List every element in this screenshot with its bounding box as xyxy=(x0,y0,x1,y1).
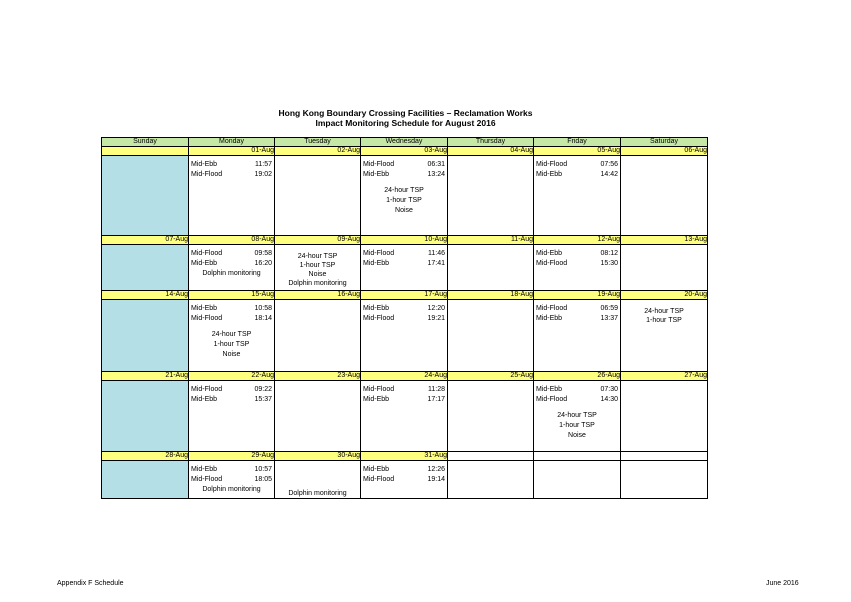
day-cell xyxy=(189,300,275,372)
date-row xyxy=(102,452,708,461)
footer-left: Appendix F Schedule xyxy=(57,580,124,587)
tide-time: 07:30 xyxy=(600,386,618,393)
weekday-saturday: Saturday xyxy=(621,138,708,147)
monitoring-item: 24-hour TSP xyxy=(557,412,597,419)
tide-time: 06:31 xyxy=(427,161,445,168)
tide-phase: Mid-Flood xyxy=(363,476,395,483)
day-cell xyxy=(621,156,708,236)
day-cell xyxy=(361,300,448,372)
date-cell xyxy=(534,452,621,461)
schedule-subtitle: Impact Monitoring Schedule for August 2016 xyxy=(315,118,496,128)
tide-list xyxy=(189,466,274,486)
day-cell xyxy=(275,461,361,499)
tide-list xyxy=(534,161,620,181)
date-cell: 05-Aug xyxy=(534,147,621,156)
date-cell: 31-Aug xyxy=(361,452,448,461)
monitoring-list xyxy=(361,187,447,217)
tide-time: 16:20 xyxy=(254,260,272,267)
tide-entry xyxy=(191,386,272,396)
week-row xyxy=(102,300,708,372)
tide-phase: Mid-Flood xyxy=(191,386,223,393)
tide-phase: Mid-Ebb xyxy=(191,396,218,403)
tide-time: 09:58 xyxy=(254,250,272,257)
day-cell xyxy=(621,461,708,499)
weekday-sunday: Sunday xyxy=(102,138,189,147)
tide-time: 17:17 xyxy=(427,396,445,403)
monitoring-item: Noise xyxy=(395,207,413,214)
monitoring-note: Dolphin monitoring xyxy=(288,490,347,497)
date-cell xyxy=(621,452,708,461)
date-cell: 04-Aug xyxy=(448,147,534,156)
tide-time: 19:14 xyxy=(427,476,445,483)
date-cell: 20-Aug xyxy=(621,291,708,300)
weekday-wednesday: Wednesday xyxy=(361,138,448,147)
date-cell: 17-Aug xyxy=(361,291,448,300)
tide-phase: Mid-Flood xyxy=(363,386,395,393)
tide-time: 19:02 xyxy=(254,171,272,178)
tide-phase: Mid-Flood xyxy=(536,305,568,312)
day-cell xyxy=(275,245,361,291)
tide-list xyxy=(189,161,274,181)
tide-phase: Mid-Ebb xyxy=(191,466,218,473)
weekday-tuesday: Tuesday xyxy=(275,138,361,147)
date-cell: 29-Aug xyxy=(189,452,275,461)
weekday-header-row xyxy=(102,138,708,147)
monitoring-item: Noise xyxy=(568,432,586,439)
monitoring-item: 1-hour TSP xyxy=(646,317,682,324)
date-cell: 02-Aug xyxy=(275,147,361,156)
day-cell xyxy=(102,245,189,291)
tide-phase: Mid-Ebb xyxy=(191,305,218,312)
day-cell xyxy=(275,300,361,372)
day-cell xyxy=(189,245,275,291)
tide-list xyxy=(361,466,447,486)
day-cell xyxy=(102,381,189,452)
tide-list xyxy=(534,305,620,325)
tide-time: 10:58 xyxy=(254,305,272,312)
tide-entry xyxy=(363,386,445,396)
day-cell xyxy=(275,156,361,236)
monitoring-note: Dolphin monitoring xyxy=(202,486,261,493)
date-cell: 16-Aug xyxy=(275,291,361,300)
tide-entry xyxy=(363,396,445,406)
day-cell xyxy=(534,381,621,452)
tide-entry xyxy=(363,250,445,260)
week-row xyxy=(102,156,708,236)
tide-entry xyxy=(191,396,272,406)
monitoring-item: Dolphin monitoring xyxy=(288,280,347,287)
tide-list xyxy=(361,386,447,406)
day-cell xyxy=(189,156,275,236)
day-cell xyxy=(361,381,448,452)
monitoring-item: 24-hour TSP xyxy=(211,331,252,338)
tide-phase: Mid-Ebb xyxy=(363,396,390,403)
monitoring-item: 24-hour TSP xyxy=(644,308,684,315)
date-cell: 07-Aug xyxy=(102,236,189,245)
date-row xyxy=(102,147,708,156)
date-cell: 10-Aug xyxy=(361,236,448,245)
monitoring-item: 24-hour TSP xyxy=(384,187,424,194)
tide-phase: Mid-Ebb xyxy=(363,260,390,267)
day-cell xyxy=(448,381,534,452)
day-cell xyxy=(534,156,621,236)
date-cell: 09-Aug xyxy=(275,236,361,245)
tide-time: 14:30 xyxy=(600,396,618,403)
tide-entry xyxy=(536,396,618,406)
day-cell xyxy=(189,381,275,452)
tide-list xyxy=(361,305,447,325)
week-row xyxy=(102,245,708,291)
weekday-friday: Friday xyxy=(534,138,621,147)
tide-entry xyxy=(191,315,272,325)
monitoring-item: 24-hour TSP xyxy=(297,253,338,260)
date-cell: 08-Aug xyxy=(189,236,275,245)
day-cell xyxy=(361,461,448,499)
date-cell: 30-Aug xyxy=(275,452,361,461)
tide-time: 09:22 xyxy=(254,386,272,393)
tide-time: 15:37 xyxy=(254,396,272,403)
monitoring-list xyxy=(621,308,707,326)
calendar-table xyxy=(101,137,708,499)
monitoring-item: Noise xyxy=(308,271,327,278)
tide-phase: Mid-Ebb xyxy=(363,466,390,473)
tide-entry xyxy=(191,171,272,181)
tide-entry xyxy=(536,305,618,315)
day-cell xyxy=(534,461,621,499)
tide-entry xyxy=(191,161,272,171)
tide-list xyxy=(189,250,274,270)
week-row xyxy=(102,461,708,499)
tide-phase: Mid-Ebb xyxy=(363,305,390,312)
tide-time: 08:12 xyxy=(600,250,618,257)
monitoring-list xyxy=(275,253,360,289)
tide-phase: Mid-Flood xyxy=(536,260,568,267)
monitoring-item: 1-hour TSP xyxy=(386,197,422,204)
tide-list xyxy=(534,250,620,270)
monitoring-item: 1-hour TSP xyxy=(299,262,336,269)
tide-entry xyxy=(363,315,445,325)
tide-entry xyxy=(536,260,618,270)
day-cell xyxy=(361,245,448,291)
tide-time: 12:20 xyxy=(427,305,445,312)
date-row xyxy=(102,372,708,381)
monitoring-list xyxy=(534,412,620,442)
tide-list xyxy=(361,161,447,181)
monitoring-list xyxy=(189,331,274,361)
tide-time: 13:37 xyxy=(600,315,618,322)
tide-list xyxy=(361,250,447,270)
date-cell: 22-Aug xyxy=(189,372,275,381)
tide-phase: Mid-Flood xyxy=(191,171,223,178)
weekday-monday: Monday xyxy=(189,138,275,147)
footer-right: June 2016 xyxy=(766,580,799,587)
tide-time: 11:57 xyxy=(255,161,272,168)
day-cell xyxy=(448,461,534,499)
date-cell: 26-Aug xyxy=(534,372,621,381)
date-cell: 25-Aug xyxy=(448,372,534,381)
date-cell: 15-Aug xyxy=(189,291,275,300)
tide-list xyxy=(189,386,274,406)
day-cell xyxy=(448,156,534,236)
tide-phase: Mid-Flood xyxy=(191,250,223,257)
day-cell xyxy=(448,300,534,372)
tide-time: 18:14 xyxy=(254,315,272,322)
date-cell xyxy=(102,147,189,156)
tide-entry xyxy=(191,260,272,270)
tide-phase: Mid-Ebb xyxy=(363,171,390,178)
tide-entry xyxy=(191,305,272,315)
date-row xyxy=(102,291,708,300)
tide-entry xyxy=(363,476,445,486)
monitoring-item: Noise xyxy=(222,351,241,358)
day-cell xyxy=(448,245,534,291)
tide-time: 06:59 xyxy=(600,305,618,312)
monitoring-note: Dolphin monitoring xyxy=(202,270,261,277)
tide-entry xyxy=(363,161,445,171)
tide-entry xyxy=(191,250,272,260)
tide-phase: Mid-Ebb xyxy=(536,386,563,393)
tide-time: 14:42 xyxy=(600,171,618,178)
tide-phase: Mid-Ebb xyxy=(191,260,218,267)
day-cell xyxy=(102,300,189,372)
date-cell: 18-Aug xyxy=(448,291,534,300)
date-cell: 14-Aug xyxy=(102,291,189,300)
day-cell xyxy=(361,156,448,236)
tide-entry xyxy=(536,161,618,171)
date-cell: 06-Aug xyxy=(621,147,708,156)
day-cell xyxy=(534,245,621,291)
tide-phase: Mid-Flood xyxy=(191,315,223,322)
tide-time: 11:46 xyxy=(428,250,445,257)
day-cell xyxy=(189,461,275,499)
tide-entry xyxy=(363,260,445,270)
day-cell xyxy=(621,381,708,452)
date-row xyxy=(102,236,708,245)
tide-time: 17:41 xyxy=(427,260,445,267)
tide-phase: Mid-Flood xyxy=(363,250,395,257)
tide-phase: Mid-Ebb xyxy=(536,315,563,322)
tide-entry xyxy=(191,466,272,476)
date-cell: 03-Aug xyxy=(361,147,448,156)
tide-phase: Mid-Ebb xyxy=(191,161,218,168)
monitoring-item: 1-hour TSP xyxy=(213,341,250,348)
schedule-title: Hong Kong Boundary Crossing Facilities – Reclamation Works xyxy=(278,108,533,118)
tide-time: 13:24 xyxy=(427,171,445,178)
tide-entry xyxy=(536,386,618,396)
date-cell: 28-Aug xyxy=(102,452,189,461)
tide-phase: Mid-Ebb xyxy=(536,250,563,257)
week-row xyxy=(102,381,708,452)
monitoring-item: 1-hour TSP xyxy=(559,422,595,429)
tide-list xyxy=(189,305,274,325)
date-cell: 01-Aug xyxy=(189,147,275,156)
tide-time: 19:21 xyxy=(427,315,445,322)
tide-entry xyxy=(536,250,618,260)
tide-time: 07:56 xyxy=(600,161,618,168)
day-cell xyxy=(621,245,708,291)
date-cell: 24-Aug xyxy=(361,372,448,381)
tide-time: 18:05 xyxy=(254,476,272,483)
weekday-thursday: Thursday xyxy=(448,138,534,147)
day-cell xyxy=(102,461,189,499)
day-cell xyxy=(534,300,621,372)
tide-entry xyxy=(363,466,445,476)
tide-time: 12:26 xyxy=(427,466,445,473)
tide-phase: Mid-Flood xyxy=(363,315,395,322)
tide-list xyxy=(534,386,620,406)
date-cell xyxy=(448,452,534,461)
tide-phase: Mid-Flood xyxy=(536,396,568,403)
tide-entry xyxy=(536,315,618,325)
tide-phase: Mid-Flood xyxy=(363,161,395,168)
date-cell: 12-Aug xyxy=(534,236,621,245)
tide-phase: Mid-Flood xyxy=(536,161,568,168)
tide-phase: Mid-Flood xyxy=(191,476,223,483)
tide-time: 10:57 xyxy=(254,466,272,473)
tide-entry xyxy=(363,171,445,181)
date-cell: 11-Aug xyxy=(448,236,534,245)
day-cell xyxy=(275,381,361,452)
tide-phase: Mid-Ebb xyxy=(536,171,563,178)
date-cell: 27-Aug xyxy=(621,372,708,381)
date-cell: 21-Aug xyxy=(102,372,189,381)
day-cell xyxy=(621,300,708,372)
tide-entry xyxy=(536,171,618,181)
date-cell: 13-Aug xyxy=(621,236,708,245)
tide-entry xyxy=(191,476,272,486)
date-cell: 19-Aug xyxy=(534,291,621,300)
day-cell xyxy=(102,156,189,236)
tide-entry xyxy=(363,305,445,315)
tide-time: 11:28 xyxy=(428,386,445,393)
tide-time: 15:30 xyxy=(600,260,618,267)
date-cell: 23-Aug xyxy=(275,372,361,381)
